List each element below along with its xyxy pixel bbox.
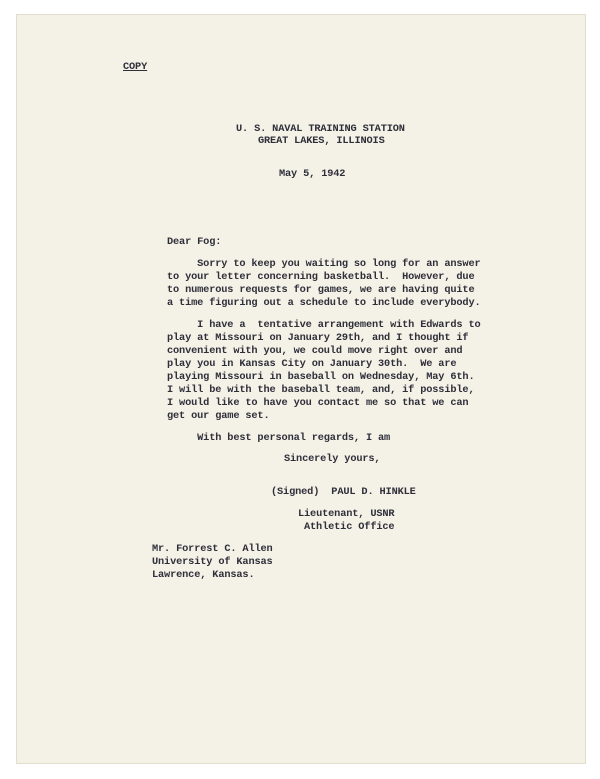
salutation: Dear Fog: — [167, 236, 222, 248]
paragraph-2-line-1: I have a tentative arrangement with Edwards to — [167, 319, 481, 331]
paragraph-2-line-7: I would like to have you contact me so that we can — [167, 397, 469, 409]
paragraph-2-line-2: play at Missouri on January 29th, and I thought if — [167, 332, 469, 344]
paragraph-2-line-4: play you in Kansas City on January 30th. We are — [167, 358, 457, 370]
regards-line: With best personal regards, I am — [167, 432, 391, 444]
paragraph-1-line-4: a time figuring out a schedule to include everybody. — [167, 297, 481, 309]
signature: (Signed) PAUL D. HINKLE — [271, 486, 416, 498]
paragraph-2-line-3: convenient with you, we could move right over and — [167, 345, 463, 357]
paragraph-2-line-8: get our game set. — [167, 410, 270, 422]
closing: Sincerely yours, — [284, 453, 381, 465]
address-name: Mr. Forrest C. Allen — [152, 543, 273, 555]
letter-date: May 5, 1942 — [279, 168, 346, 180]
address-institution: University of Kansas — [152, 556, 273, 568]
address-city: Lawrence, Kansas. — [152, 569, 255, 581]
paragraph-1-line-1: Sorry to keep you waiting so long for an answer — [167, 258, 481, 270]
paragraph-1-line-2: to your letter concerning basketball. However, due — [167, 271, 475, 283]
paragraph-2-line-6: I will be with the baseball team, and, if possible, — [167, 384, 475, 396]
signer-rank: Lieutenant, USNR — [298, 508, 395, 520]
paragraph-2-line-5: playing Missouri in baseball on Wednesday, May 6th. — [167, 371, 475, 383]
letterhead-line-2: GREAT LAKES, ILLINOIS — [258, 135, 385, 147]
signer-office: Athletic Office — [304, 521, 395, 533]
letterhead-line-1: U. S. NAVAL TRAINING STATION — [236, 123, 405, 135]
paragraph-1-line-3: to numerous requests for games, we are having quite — [167, 284, 475, 296]
copy-mark: COPY — [123, 61, 148, 73]
